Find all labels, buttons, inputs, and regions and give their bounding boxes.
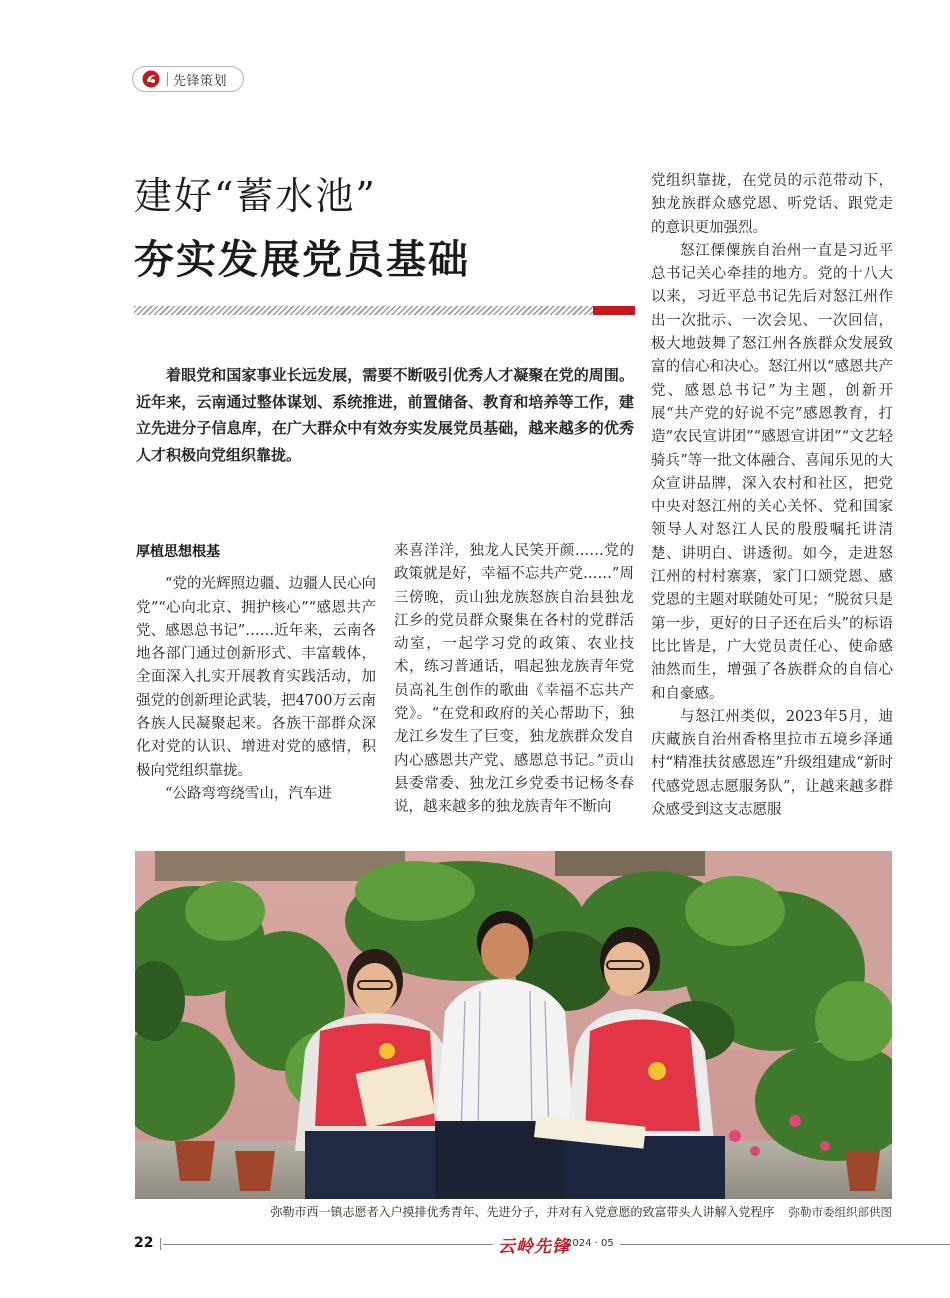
article-photo <box>135 851 892 1199</box>
footer-rule-left <box>163 1244 493 1245</box>
tag-divider <box>167 72 168 86</box>
footer-tick <box>160 1238 161 1250</box>
section-label: 先锋策划 <box>173 73 228 89</box>
body-column-right <box>651 170 893 822</box>
subheading: 厚植思想根基 <box>136 544 220 560</box>
paragraph: “党的光辉照边疆、边疆人民心向党”“心向北京、拥护核心”“感恩共产党、感恩总书记”……近年来，云南各地各部门通过创新形式、丰富载体，全面深入扎实开展教育实践活动，加强党的创新理论武装，把4700万云南各族人民凝聚起来。各族干部群众深化对党的认识、增进对党的感情，积极向党组织靠拢。 <box>136 576 376 779</box>
paragraph-continued: 党组织靠拢，在党员的示范带动下，独龙族群众感党恩、听党话、跟党走的意识更加强烈。 <box>651 173 893 236</box>
issue-number: 2024 · 05 <box>566 1238 614 1249</box>
paragraph-continued: 来喜洋洋，独龙人民笑开颜……党的政策就是好，幸福不忘共产党……”周三傍晚，贡山独龙族怒族自治县独龙江乡的党员群众聚集在各村的党群活动室，一起学习党的政策、农业技术，练习普通话，唱起独龙族青年党员高礼生创作的歌曲《幸福不忘共产党》。“在党和政府的关心帮助下，独龙江乡发生了巨变，独龙族群众发自内心感恩共产党、感恩总书记。”贡山县委常委、独龙江乡党委书记杨冬春说，越来越多的独龙族青年不断向 <box>394 543 634 816</box>
photo-caption: 弥勒市西一镇志愿者入户摸排优秀青年、先进分子，并对有入党意愿的致富带头人讲解入党程序 <box>270 1205 775 1219</box>
paragraph: 怒江傈僳族自治州一直是习近平总书记关心牵挂的地方。党的十八大以来，习近平总书记先后对怒江州作出一次批示、一次会见、一次回信，极大地鼓舞了怒江州各族群众发展致富的信心和决心。怒江州以“感恩共产党、感恩总书记”为主题，创新开展“共产党的好说不完”感恩教育，打造“农民宣讲团”“感恩宣讲团”“文艺轻骑兵”等一批文体融合、喜闻乐见的大众宣讲品牌，深入农村和社区，把党中央对怒江州的关心关怀、党和国家领导人对怒江人民的殷殷嘱托讲清楚、讲明白、讲透彻。如今，走进怒江州的村村寨寨，家门口颂党恩、感党恩的主题对联随处可见；“脱贫只是第一步，更好的日子还在后头”的标语比比皆是，广大党员责任心、使命感油然而生，增强了各族群众的自信心和自豪感。 <box>651 242 893 702</box>
title-divider <box>134 306 635 315</box>
photo-credit: 弥勒市委组织部供图 <box>788 1205 892 1219</box>
photo-illustration <box>135 851 892 1199</box>
article-title-line1: 建好“蓄水池” <box>134 174 377 218</box>
paragraph: “公路弯弯绕雪山，汽车进 <box>165 785 332 802</box>
article-title-line2: 夯实发展党员基础 <box>134 236 470 283</box>
title-divider-accent <box>593 306 635 315</box>
photo-caption-row <box>135 1203 892 1220</box>
paragraph: 与怒江州类似，2023年5月，迪庆藏族自治州香格里拉市五境乡泽通村“精准扶贫感恩连”升级组建成“新时代感党恩志愿服务队”，让越来越多群众感受到这支志愿服 <box>651 708 893 819</box>
section-tag <box>132 66 244 92</box>
magazine-logo-icon <box>141 69 161 89</box>
page-number: 22 <box>134 1235 154 1251</box>
body-column-middle <box>394 540 634 820</box>
footer-rule-right <box>620 1244 950 1245</box>
magazine-name: 云岭先锋 <box>498 1237 570 1257</box>
title-divider-hatch <box>134 306 593 315</box>
body-column-left <box>136 541 376 806</box>
lead-paragraph: 着眼党和国家事业长远发展，需要不断吸引优秀人才凝聚在党的周围。近年来，云南通过整体谋划、系统推进，前置储备、教育和培养等工作，建立先进分子信息库，在广大群众中有效夯实发展党员基础，越来越多的优秀人才积极向党组织靠拢。 <box>136 366 634 464</box>
